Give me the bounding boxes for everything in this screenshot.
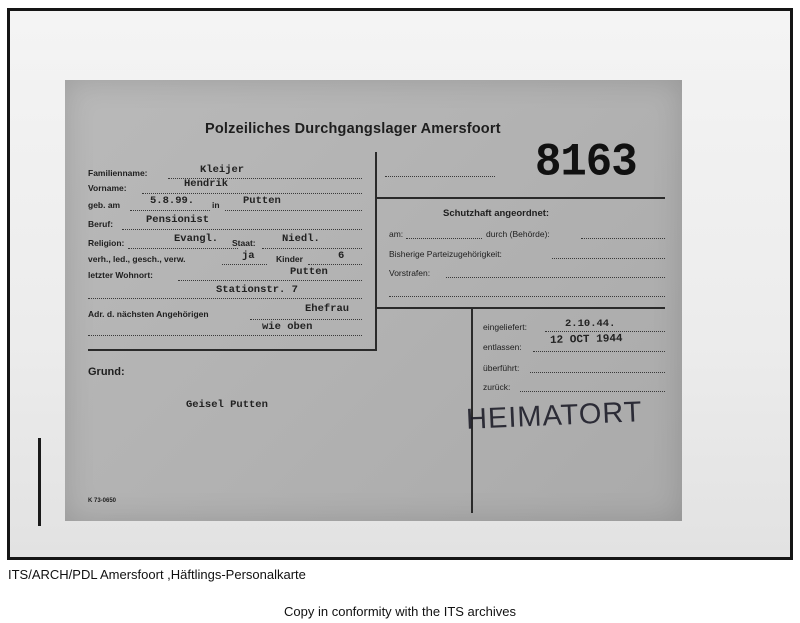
vorname-dots [142,193,362,194]
schutzhaft-label: Schutzhaft angeordnet: [443,208,550,219]
zurueck-dots [520,391,665,392]
am-label: am: [389,229,404,239]
angehoerige-dots-1 [250,319,362,320]
verh-value: ja [242,250,255,262]
partei-label: Bisherige Parteizugehörigkeit: [389,249,502,259]
wohnort-city-value: Putten [290,266,328,278]
angehoerige-label: Adr. d. nächsten Angehörigen [88,309,209,319]
haeftling-dots [385,176,495,177]
vorstrafen-label: Vorstrafen: [389,268,431,278]
wohnort-dots-1 [178,280,362,281]
wohnort-label: letzter Wohnort: [88,270,154,280]
vorstrafen-dots-2 [389,296,665,297]
geb-in-label: in [212,200,220,210]
geb-date-value: 5.8.99. [150,195,195,207]
haeftling-number: 8163 [535,136,637,190]
zurueck-label: zurück: [483,382,511,392]
verh-dots [222,264,267,265]
beruf-label: Beruf: [88,219,114,229]
entlassen-dots [533,351,665,352]
left-box-bottom-border [88,349,377,351]
vorstrafen-dots-1 [446,277,665,278]
conformity-note: Copy in conformity with the ITS archives [284,604,516,619]
durch-label: durch (Behörde): [486,229,550,239]
left-box-right-border [375,152,377,351]
eingeliefert-value: 2.10.44. [565,318,616,330]
angehoerige-value-2: wie oben [262,321,313,333]
durch-dots [581,238,665,239]
eingeliefert-label: eingeliefert: [483,322,527,332]
kinder-value: 6 [338,250,345,262]
kinder-dots [308,264,362,265]
geb-place-value: Putten [243,195,281,207]
beruf-dots [122,229,362,230]
familienname-value: Kleijer [200,164,245,176]
partei-dots [552,258,665,259]
wohnort-street-value: Stationstr. 7 [216,284,298,296]
religion-value: Evangl. [174,233,219,245]
card-title: Polzeiliches Durchgangslager Amersfoort [205,121,501,137]
right-lower-divider [375,307,665,309]
form-code: K 73-0650 [88,498,117,504]
geb-date-dots [130,210,210,211]
angehoerige-value-1: Ehefrau [305,303,350,315]
angehoerige-dots-2 [88,335,362,336]
staat-dots [262,248,362,249]
grund-value: Geisel Putten [186,399,268,411]
verh-label: verh., led., gesch., verw. [88,254,186,264]
entlassen-label: entlassen: [483,342,522,352]
am-dots [406,238,482,239]
entlassen-stamp: 12 OCT 1944 [549,333,623,347]
wohnort-dots-2 [88,298,362,299]
vorname-label: Vorname: [88,183,127,193]
familienname-label: Familienname: [88,168,148,178]
heimatort-stamp: HEIMATORT [465,396,644,436]
religion-label: Religion: [88,238,125,248]
ueberfuehrt-label: überführt: [483,363,520,373]
grund-label: Grund: [88,366,125,378]
vorname-value: Hendrik [184,178,229,190]
right-section-divider [375,197,665,199]
religion-dots [128,248,238,249]
geb-label: geb. am [88,200,121,210]
ueberfuehrt-dots [530,372,665,373]
source-caption: ITS/ARCH/PDL Amersfoort ,Häftlings-Personalkarte [8,567,306,582]
photo-edge-mark [38,438,41,526]
staat-label: Staat: [232,238,256,248]
geb-place-dots [225,210,362,211]
staat-value: Niedl. [282,233,320,245]
kinder-label: Kinder [276,254,303,264]
eingeliefert-dots [545,331,665,332]
beruf-value: Pensionist [146,214,210,226]
